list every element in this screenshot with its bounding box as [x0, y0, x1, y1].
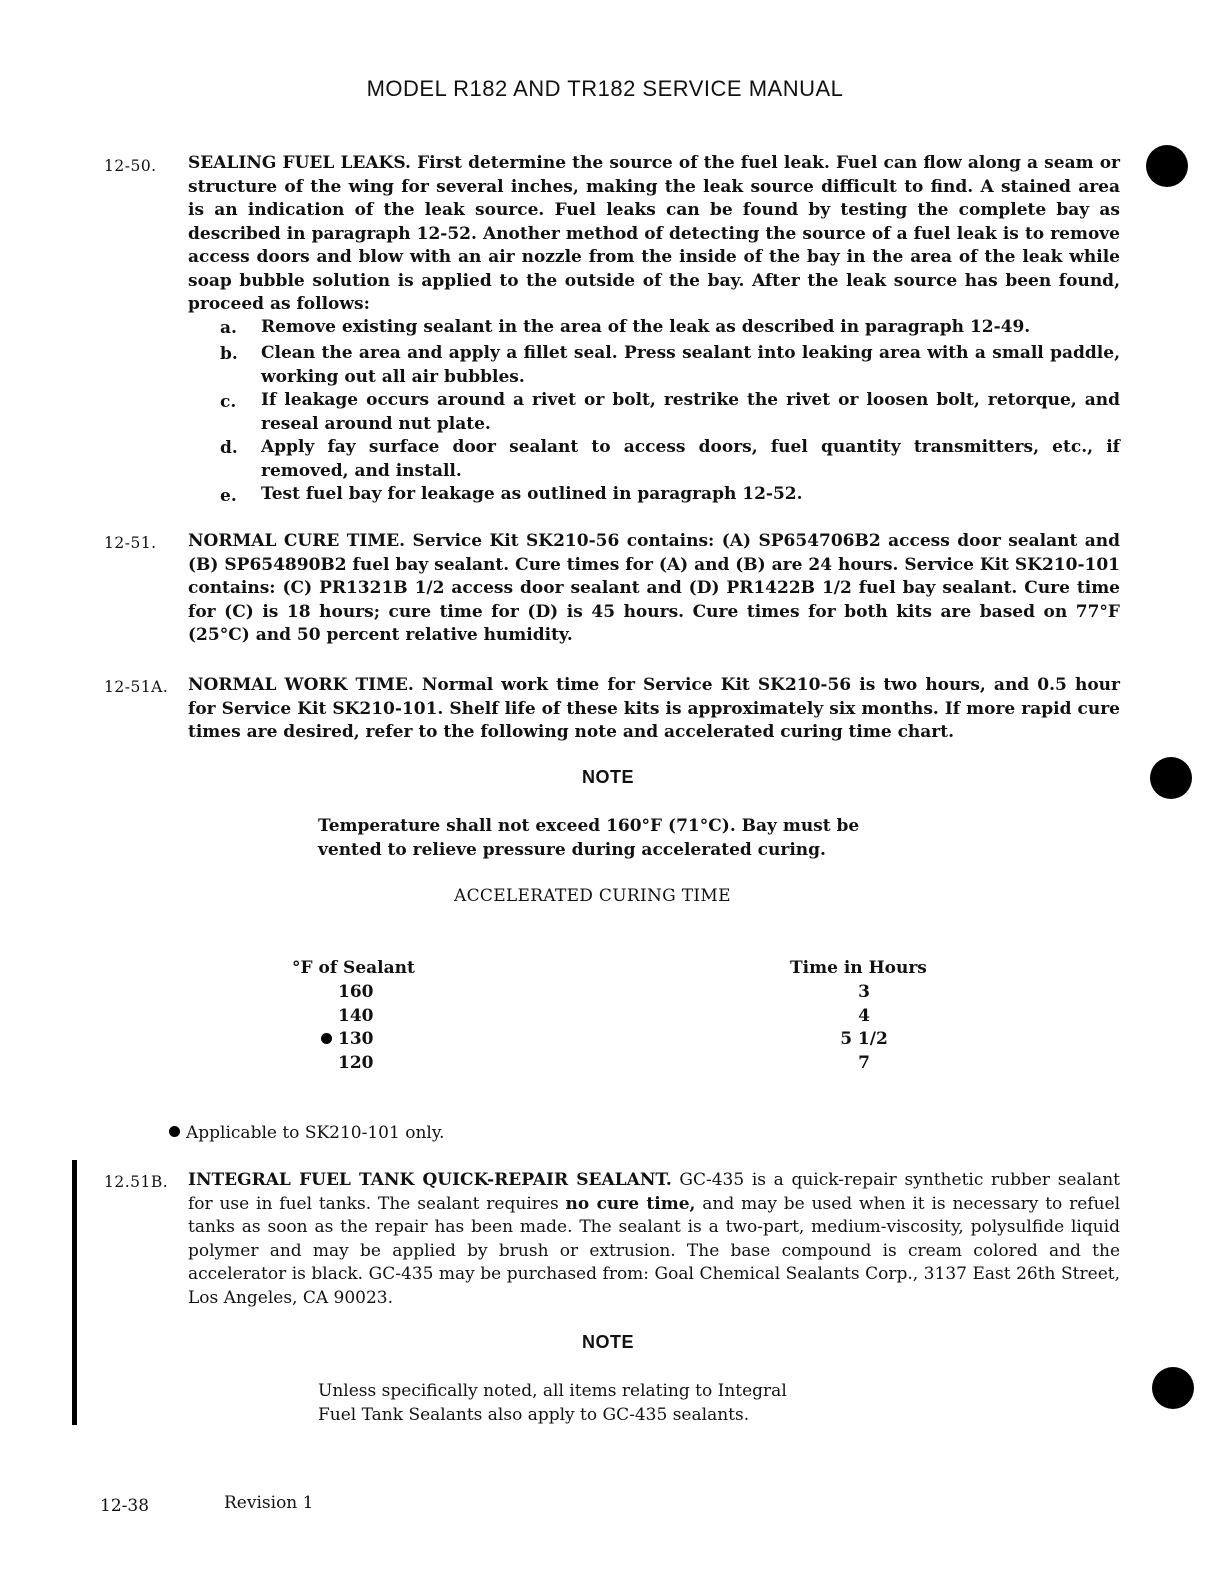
curing-hours-cell: 4	[858, 1006, 870, 1026]
curing-col-header-temp: °F of Sealant	[292, 958, 415, 978]
step-d-text: Apply fay surface door sealant to access doors, fuel quantity transmitters, etc., if removed, and install.	[261, 437, 1120, 481]
section-12-50-body	[188, 152, 1120, 317]
note-line-2: vented to relieve pressure during accelerated curing.	[318, 840, 826, 860]
curing-hours-cell: 7	[858, 1053, 870, 1073]
section-text: GC-435 is a quick-repair synthetic rubber sealant for use in fuel tanks. The sealant requires	[188, 1170, 1120, 1214]
step-letter-b: b.	[220, 344, 238, 364]
step-letter-d: d.	[220, 438, 238, 458]
step-a-text: Remove existing sealant in the area of the leak as described in paragraph 12-49.	[261, 317, 1031, 337]
section-title: NORMAL WORK TIME.	[188, 675, 414, 695]
page-number: 12-38	[100, 1496, 150, 1516]
curing-hours-cell: 3	[858, 982, 870, 1002]
footnote-bullet-icon	[169, 1126, 180, 1137]
section-title: NORMAL CURE TIME.	[188, 531, 406, 551]
section-text: and may be used when it is necessary to refuel tanks as soon as the repair has been made. The sealant is a two-part, medium-viscosity, polysulfide liquid polymer and may be applied by brush or extrusion. The base compound is cream colored and the accelerator is black. GC-435 may be purchased from: Goal Chemical Sealants Corp., 3137 East 26th Street, Los Angeles, CA 90023.	[188, 1193, 1121, 1308]
section-text: Normal work time for Service Kit SK210-56 is two hours, and 0.5 hour for Service Kit SK210-101. Shelf life of these kits is approximately six months. If more rapid cure times are desired, refer to the following note and accelerated curing time chart.	[188, 675, 1120, 742]
curing-temp-cell: 130	[338, 1029, 374, 1049]
section-text: First determine the source of the fuel leak. Fuel can flow along a seam or structure of the wing for several inches, making the leak source difficult to find. A stained area is an indication of the leak source. Fuel leaks can be found by testing the complete bay as described in paragraph 12-52. Another method of detecting the source of a fuel leak is to remove access doors and blow with an air nozzle from the inside of the bay in the area of the leak while soap bubble solution is applied to the outside of the bay. After the leak source has been found, proceed as follows:	[188, 153, 1120, 314]
section-number-12-51: 12-51.	[104, 534, 157, 552]
note-line-1: Unless specifically noted, all items relating to Integral	[318, 1381, 787, 1401]
step-letter-c: c.	[220, 392, 237, 412]
step-letter-e: e.	[220, 486, 237, 506]
curing-hours-cell: 5 1/2	[840, 1029, 888, 1049]
revision-label: Revision 1	[224, 1493, 314, 1513]
curing-temp-cell: 140	[338, 1006, 374, 1026]
step-letter-a: a.	[220, 318, 237, 338]
page-header: MODEL R182 AND TR182 SERVICE MANUAL	[366, 76, 844, 101]
step-e-text: Test fuel bay for leakage as outlined in paragraph 12-52.	[261, 484, 803, 504]
section-number-12-51a: 12-51A.	[104, 678, 169, 696]
curing-col-header-time: Time in Hours	[790, 958, 927, 978]
note-heading: NOTE	[581, 767, 634, 787]
punch-hole-top	[1146, 145, 1188, 187]
curing-chart-title: ACCELERATED CURING TIME	[454, 886, 731, 906]
step-b-text: Clean the area and apply a fillet seal. Press sealant into leaking area with a small paddle, working out all air bubbles.	[261, 343, 1120, 387]
curing-temp-cell: 120	[338, 1053, 374, 1073]
section-title: INTEGRAL FUEL TANK QUICK-REPAIR SEALANT.	[188, 1170, 672, 1190]
section-text: Service Kit SK210-56 contains: (A) SP654706B2 access door sealant and (B) SP654890B2 fuel bay sealant. Cure times for (A) and (B) are 24 hours. Service Kit SK210-101 contains: (C) PR1321B 1/2 access door sealant and (D) PR1422B 1/2 fuel bay sealant. Cure time for (C) is 18 hours; cure time for (D) is 45 hours. Cure times for both kits are based on 77°F (25°C) and 50 percent relative humidity.	[188, 531, 1121, 645]
step-c-text: If leakage occurs around a rivet or bolt, restrike the rivet or loosen bolt, retorque, and reseal around nut plate.	[261, 390, 1120, 434]
section-title: SEALING FUEL LEAKS.	[188, 153, 411, 173]
note-heading: NOTE	[581, 1332, 634, 1352]
section-12-51b-body	[188, 1169, 1120, 1310]
section-emphasis: no cure time,	[565, 1193, 696, 1214]
punch-hole-bottom	[1152, 1367, 1194, 1409]
section-number-12-51b: 12.51B.	[104, 1173, 169, 1191]
section-number-12-50: 12-50.	[104, 157, 157, 175]
note-line-1: Temperature shall not exceed 160°F (71°C). Bay must be	[318, 816, 860, 836]
applicability-bullet-icon	[321, 1033, 332, 1044]
revision-change-bar	[72, 1160, 77, 1425]
section-12-51a-body	[188, 674, 1120, 745]
curing-footnote: Applicable to SK210-101 only.	[186, 1123, 445, 1143]
curing-temp-cell: 160	[338, 982, 374, 1002]
note-line-2: Fuel Tank Sealants also apply to GC-435 sealants.	[318, 1405, 750, 1425]
section-12-51-body	[188, 530, 1120, 648]
